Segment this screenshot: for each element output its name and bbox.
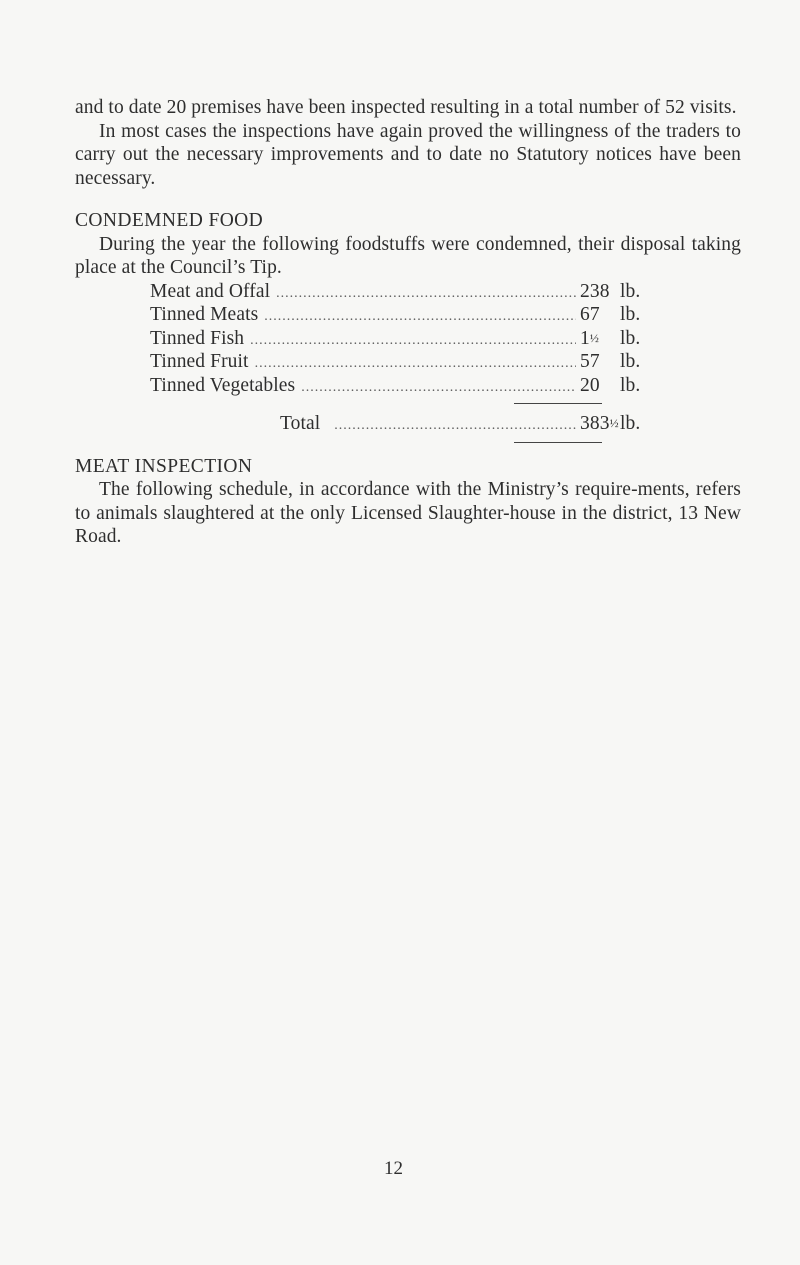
item-quantity: 1½ bbox=[580, 327, 599, 349]
dot-leader bbox=[255, 352, 576, 376]
item-label: Tinned Fish bbox=[150, 327, 245, 349]
item-unit: lb. bbox=[620, 374, 641, 396]
total-fraction: ½ bbox=[609, 416, 619, 430]
total-rule-top bbox=[514, 403, 602, 404]
item-label: Tinned Fruit bbox=[150, 351, 249, 372]
item-quantity: 20 bbox=[580, 374, 600, 396]
item-quantity: 57 bbox=[580, 351, 600, 372]
dot-leader bbox=[250, 329, 576, 353]
item-unit: lb. bbox=[620, 351, 641, 372]
total-row bbox=[150, 412, 650, 436]
item-label: Tinned Meats bbox=[150, 304, 259, 325]
meat-inspection-heading: MEAT INSPECTION bbox=[75, 455, 253, 477]
dot-leader bbox=[276, 282, 576, 306]
total-quantity: 383½ bbox=[580, 413, 619, 434]
item-unit: lb. bbox=[620, 280, 641, 302]
condemned-food-heading: CONDEMNED FOOD bbox=[75, 210, 264, 231]
list-item bbox=[150, 303, 650, 327]
dot-leader bbox=[301, 376, 576, 400]
item-unit: lb. bbox=[620, 327, 641, 349]
item-quantity: 238 bbox=[580, 280, 610, 302]
item-label: Tinned Vegetables bbox=[150, 374, 296, 396]
list-item bbox=[150, 327, 650, 351]
list-item bbox=[150, 350, 650, 374]
list-item bbox=[150, 374, 650, 398]
document-body bbox=[75, 96, 741, 549]
list-item bbox=[150, 280, 650, 304]
total-rule-bottom bbox=[514, 442, 602, 443]
item-label: Meat and Offal bbox=[150, 280, 271, 302]
condemned-food-list bbox=[150, 280, 650, 398]
total-label: Total bbox=[280, 413, 321, 434]
item-quantity: 67 bbox=[580, 304, 600, 325]
meat-inspection-paragraph: The following schedule, in accordance with the Ministry’s require-ments, refers to animals slaughtered at the only Licensed Slaughter-house in the district, 13 New Road. bbox=[75, 479, 741, 547]
item-unit: lb. bbox=[620, 304, 641, 325]
page-number: 12 bbox=[384, 1158, 403, 1179]
item-fraction: ½ bbox=[589, 330, 599, 345]
dot-leader bbox=[334, 414, 576, 438]
condemned-food-intro: During the year the following foodstuffs were condemned, their disposal taking place at the Council’s Tip. bbox=[75, 233, 741, 278]
dot-leader bbox=[264, 305, 576, 329]
intro-paragraph-1: and to date 20 premises have been inspected resulting in a total number of 52 visits. bbox=[75, 97, 737, 118]
intro-paragraph-2: In most cases the inspections have again proved the willingness of the traders to carry out the necessary improvements and to date no Statutory notices have been necessary. bbox=[75, 120, 741, 189]
total-unit: lb. bbox=[620, 413, 641, 434]
